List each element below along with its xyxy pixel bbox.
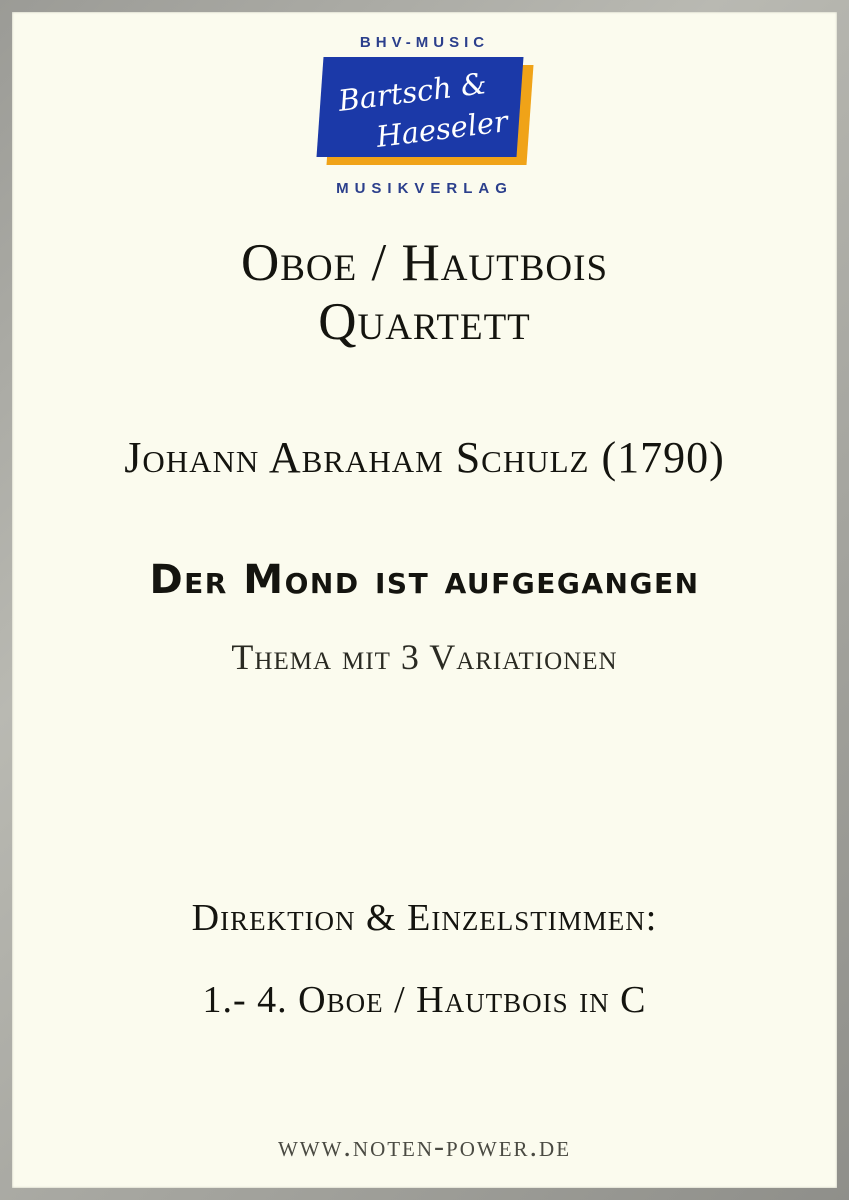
parts-list: 1.- 4. Oboe / Hautbois in C: [202, 979, 647, 1021]
publisher-bottom-label: MUSIKVERLAG: [336, 180, 513, 197]
cover-sheet: [12, 12, 837, 1188]
footer-website-url: www.noten-power.de: [277, 1130, 572, 1163]
piece-subtitle: Thema mit 3 Variationen: [231, 637, 618, 677]
page-title: [12, 234, 837, 353]
title-line-2: Quartett: [318, 293, 531, 352]
composer-line: Johann Abraham Schulz (1790): [124, 433, 725, 482]
badge-script-text: [316, 57, 534, 167]
title-line-1: Oboe / Hautbois: [240, 234, 609, 292]
badge-script-line-1: Bartsch &: [335, 66, 488, 118]
piece-title: Der Mond ist aufgegangen: [149, 557, 700, 603]
publisher-badge-icon: [316, 57, 534, 167]
publisher-top-label: BHV-MUSIC: [359, 34, 490, 51]
parts-heading: Direktion & Einzelstimmen:: [191, 897, 658, 939]
badge-script-line-2: Haeseler: [373, 104, 510, 154]
publisher-logo: [12, 34, 837, 197]
